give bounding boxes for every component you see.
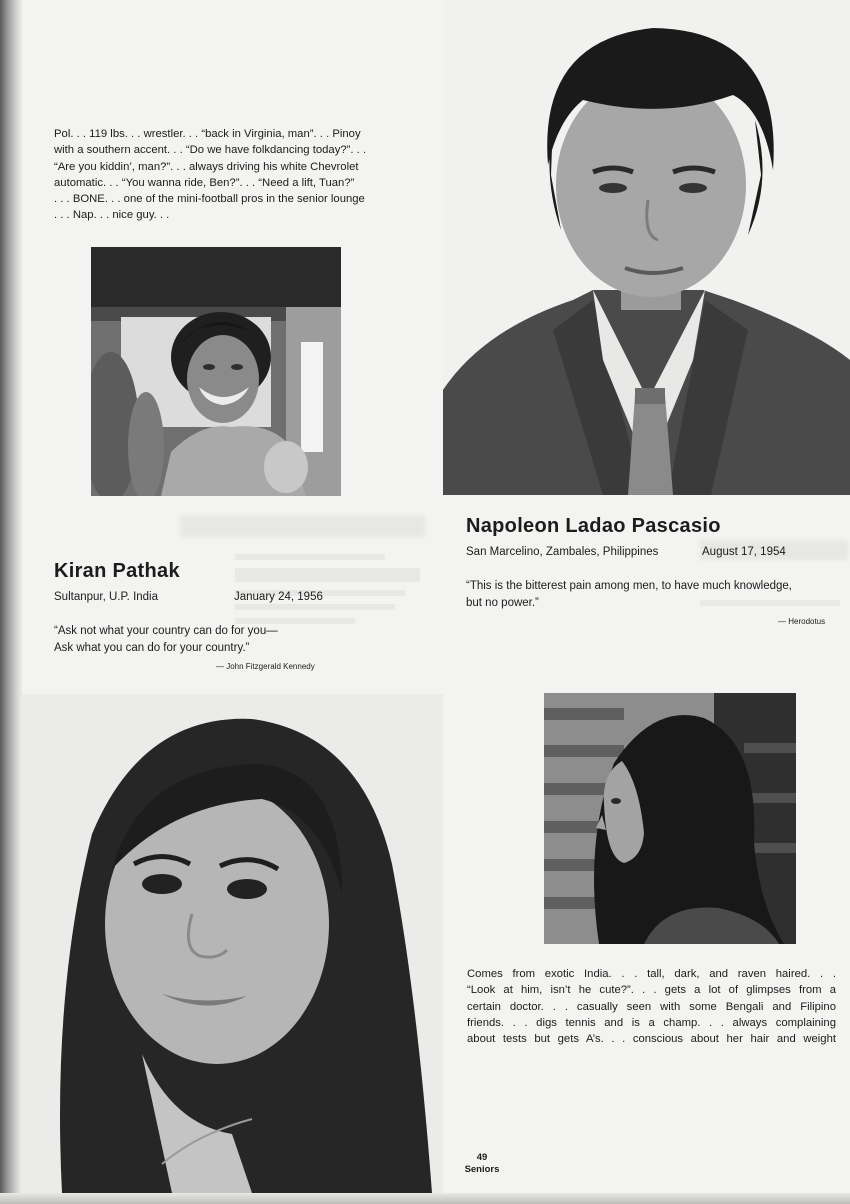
kiran-quote (54, 623, 278, 657)
quote-line: “Ask not what your country can do for you— (54, 625, 278, 637)
kiran-biography (467, 966, 836, 1047)
bio-line: with a southern accent. . . “Do we have folkdancing today?”. . . (54, 144, 367, 157)
binding-gutter (0, 0, 22, 1204)
napoleon-quote-attribution: — Herodotus (778, 617, 826, 626)
quote-line: but no power.” (466, 597, 539, 609)
kiran-candid-illustration (544, 693, 796, 944)
bio-line: “Look at him, isn’t he cute?”. . . gets a lot of glimpses from a (467, 984, 836, 997)
kiran-name-heading: Kiran Pathak (54, 560, 180, 582)
bleed-through-heading (180, 515, 425, 541)
napoleon-birthdate: August 17, 1954 (702, 546, 786, 558)
napoleon-portrait-illustration (443, 0, 850, 495)
napoleon-quote (466, 578, 792, 612)
kiran-quote-attribution: — John Fitzgerald Kennedy (216, 662, 315, 671)
kiran-portrait-illustration (22, 694, 443, 1193)
page-number: 49 (476, 1152, 488, 1163)
quote-line: “This is the bitterest pain among men, to have much knowledge, (466, 580, 793, 592)
section-label: Seniors (464, 1164, 500, 1175)
napoleon-name-heading: Napoleon Ladao Pascasio (466, 515, 721, 537)
napoleon-candid-photo (91, 247, 341, 496)
bio-line: . . . BONE. . . one of the mini-football pros in the senior lounge (54, 193, 365, 206)
napoleon-hometown: San Marcelino, Zambales, Philippines (466, 546, 659, 558)
page-bottom-edge (0, 1193, 850, 1204)
kiran-birthdate: January 24, 1956 (234, 591, 323, 603)
kiran-portrait-photo (22, 694, 443, 1193)
bio-line: automatic. . . “You wanna ride, Ben?”. . . “Need a lift, Tuan?” (54, 176, 355, 189)
bio-line: friends. . . digs tennis and is a champ. . . always complaining (467, 1016, 836, 1029)
quote-line: Ask what you can do for your country.” (54, 642, 250, 654)
bio-line: Pol. . . 119 lbs. . . wrestler. . . “back in Virginia, man”. . . Pinoy (54, 128, 361, 140)
napoleon-portrait-photo (443, 0, 850, 495)
bio-line: certain doctor. . . casually seen with some Bengali and Filipino (467, 1000, 836, 1013)
napoleon-biography (54, 126, 416, 224)
page-folio (462, 1152, 502, 1176)
bio-line: about tests but gets A’s. . . conscious about her hair and weight (467, 1033, 836, 1046)
napoleon-candid-illustration (91, 247, 341, 496)
bio-line: Comes from exotic India. . . tall, dark, and raven haired. . . (467, 968, 836, 980)
kiran-candid-photo (544, 693, 796, 944)
bio-line: . . . Nap. . . nice guy. . . (54, 209, 170, 222)
bio-line: “Are you kiddin’, man?”. . . always driving his white Chevrolet (54, 160, 359, 173)
kiran-hometown: Sultanpur, U.P. India (54, 591, 158, 603)
